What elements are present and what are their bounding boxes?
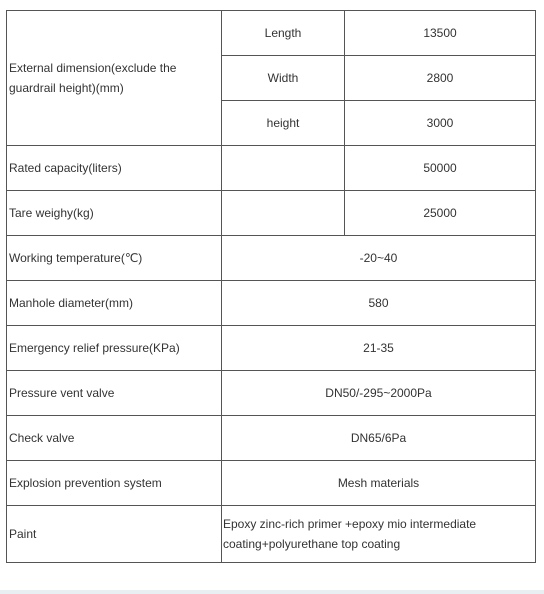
emergency-relief-pressure-label: Emergency relief pressure(KPa) xyxy=(7,326,222,371)
pressure-vent-valve-value: DN50/-295~2000Pa xyxy=(222,371,536,416)
tare-weight-value: 25000 xyxy=(345,191,536,236)
table-row xyxy=(7,11,536,56)
check-valve-label: Check valve xyxy=(7,416,222,461)
height-label: height xyxy=(222,101,345,146)
table-row xyxy=(7,236,536,281)
table-row xyxy=(7,371,536,416)
table-row xyxy=(7,191,536,236)
specification-table xyxy=(6,10,536,563)
paint-value: Epoxy zinc-rich primer +epoxy mio intermediate coating+polyurethane top coating xyxy=(222,506,536,563)
explosion-prevention-value: Mesh materials xyxy=(222,461,536,506)
length-value: 13500 xyxy=(345,11,536,56)
manhole-diameter-value: 580 xyxy=(222,281,536,326)
empty-cell xyxy=(222,146,345,191)
working-temperature-label: Working temperature(℃) xyxy=(7,236,222,281)
table-row xyxy=(7,416,536,461)
table-row xyxy=(7,506,536,563)
table-row xyxy=(7,281,536,326)
table-row xyxy=(7,146,536,191)
emergency-relief-pressure-value: 21-35 xyxy=(222,326,536,371)
length-label: Length xyxy=(222,11,345,56)
table-row xyxy=(7,326,536,371)
rated-capacity-value: 50000 xyxy=(345,146,536,191)
working-temperature-value: -20~40 xyxy=(222,236,536,281)
page-bottom-strip xyxy=(0,590,544,594)
external-dimension-label: External dimension(exclude the guardrail height)(mm) xyxy=(7,11,222,146)
width-label: Width xyxy=(222,56,345,101)
tare-weight-label: Tare weighy(kg) xyxy=(7,191,222,236)
paint-label: Paint xyxy=(7,506,222,563)
table-row xyxy=(7,461,536,506)
width-value: 2800 xyxy=(345,56,536,101)
manhole-diameter-label: Manhole diameter(mm) xyxy=(7,281,222,326)
empty-cell xyxy=(222,191,345,236)
check-valve-value: DN65/6Pa xyxy=(222,416,536,461)
pressure-vent-valve-label: Pressure vent valve xyxy=(7,371,222,416)
height-value: 3000 xyxy=(345,101,536,146)
explosion-prevention-label: Explosion prevention system xyxy=(7,461,222,506)
rated-capacity-label: Rated capacity(liters) xyxy=(7,146,222,191)
